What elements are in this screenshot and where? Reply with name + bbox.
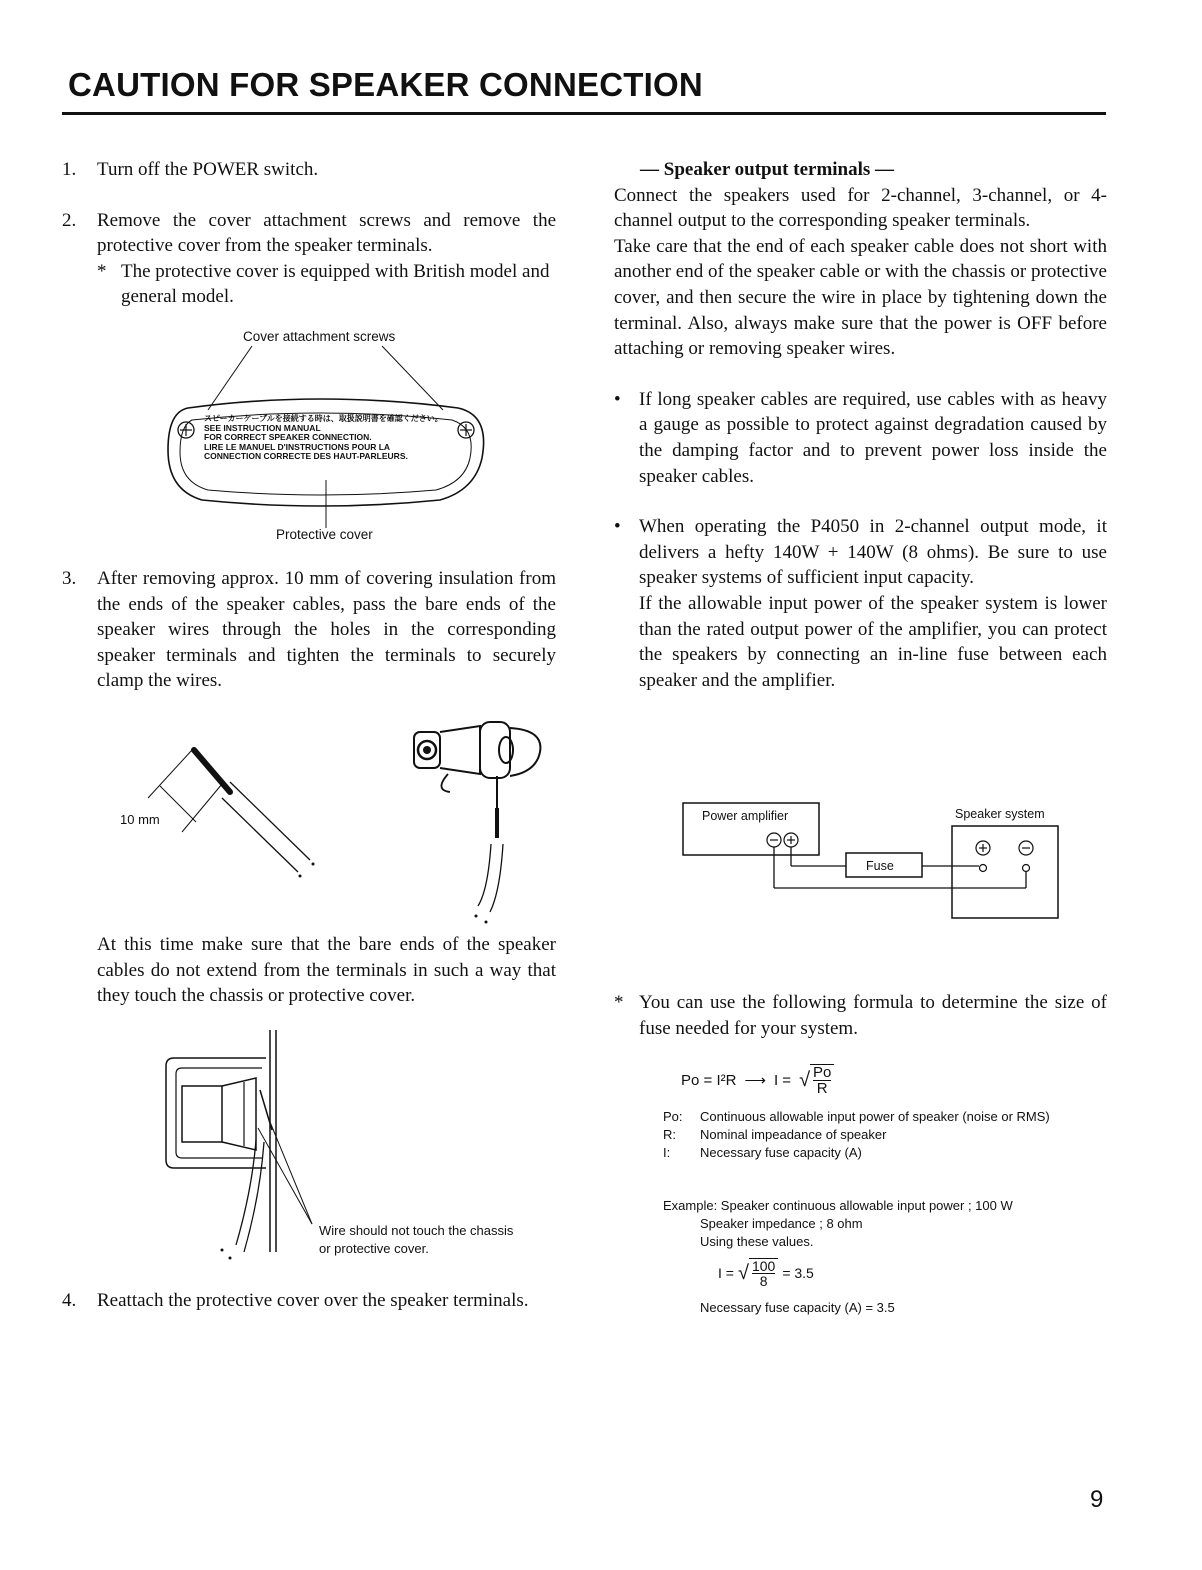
def-key: R: [663,1127,676,1142]
def-value: Continuous allowable input power of speaker (noise or RMS) [700,1109,1050,1124]
ex-prefix: I = [718,1265,734,1281]
bullet-text: If the allowable input power of the speaker system is lower than the rated output power of the amplifier, you can protect the speakers by connecting an in-line fuse between each speaker and the amplifier. [639,592,1107,691]
step-text: Turn off the POWER switch. [97,159,319,180]
step-4 [62,1288,556,1314]
bullet-mark: • [614,388,621,410]
example-line: Using these values. [700,1234,814,1249]
label-cover-screws: Cover attachment screws [243,329,396,344]
formula-definitions [663,1108,1103,1162]
page-number: 9 [1090,1486,1104,1513]
cover-line: FOR CORRECT SPEAKER CONNECTION. [204,432,372,442]
label-protective-cover: Protective cover [276,527,373,542]
step-number: 1. [62,159,77,180]
step-number: 3. [62,568,77,589]
ex-final: Necessary fuse capacity (A) = 3.5 [700,1300,895,1315]
bullet-item [614,387,1107,489]
amp-label: Power amplifier [702,809,789,823]
speaker-label: Speaker system [955,807,1045,821]
def-key: I: [663,1145,671,1160]
bullet-item [614,514,1107,693]
step-3 [62,566,556,694]
asterisk: * [97,260,107,282]
cover-line: LIRE LE MANUEL D'INSTRUCTIONS POUR LA [204,441,391,452]
cover-print [204,414,464,462]
sqrt-icon: √ [737,1261,749,1284]
step-number: 2. [62,209,77,231]
ex-result: = 3.5 [782,1265,814,1281]
step-text: After removing approx. 10 mm of covering insulation from the ends of the speaker cables, pass the bare ends of the speaker wires through the holes in the corresponding speaker terminals and tighten the terminals to securely clamp the wires. [97,568,556,692]
step-text: Reattach the protective cover over the speaker terminals. [97,1290,529,1311]
label-line: Wire should not touch the chassis [319,1223,514,1238]
step-1 [62,157,556,183]
cover-line: SEE INSTRUCTION MANUAL [204,422,321,433]
paragraph: Connect the speakers used for 2-channel, 3-channel, or 4-channel output to the corresponding speaker terminals. [614,184,1107,232]
step-text: Remove the cover attachment screws and remove the protective cover from the speaker terminals. [97,209,556,257]
page-title: CAUTION FOR SPEAKER CONNECTION [68,66,703,103]
def-value: Nominal impeadance of speaker [700,1127,887,1142]
frac-den: R [816,1080,828,1097]
ex-den: 8 [759,1273,768,1289]
paragraph: Take care that the end of each speaker cable does not short with another end of the speaker cable or with the chassis or protective cover, and then secure the wire in place by tightening down the terminal. Also, always make sure that the power is OFF before attaching or removing speaker wires. [614,235,1107,360]
formula-arrow: ⟶ [744,1072,766,1089]
bullet-text: If long speaker cables are required, use cables with as heavy a gauge as possible to protect against degradation caused by the damping factor and to prevent power loss inside the speaker cables. [639,388,1107,487]
def-value: Necessary fuse capacity (A) [700,1145,862,1160]
wire-terminal-figure [110,710,570,930]
note-text: You can use the following formula to determine the size of fuse needed for your system. [639,992,1107,1039]
ex-num: 100 [751,1258,776,1274]
formula-lhs: Po = I²R [681,1071,737,1089]
step-number: 4. [62,1290,77,1311]
example-line: Speaker impedance ; 8 ohm [700,1216,863,1231]
label-line: or protective cover. [319,1241,429,1256]
warning-text: At this time make sure that the bare ends of the speaker cables do not extend from the terminals in such a way that they touch the chassis or protective cover. [97,934,556,1007]
formula-note [614,990,1107,1041]
bullet-body [639,514,1107,693]
frac-num: Po [813,1064,832,1081]
note-text: The protective cover is equipped with British model and general model. [121,260,550,308]
title-rule [62,112,1106,115]
sqrt-icon: √ [799,1068,811,1091]
example [663,1197,1108,1251]
cover-line-jp: スピーカーケーブルを接続する時は、取扱説明書を確認ください。 [204,414,443,423]
bullet-mark: • [614,516,621,538]
fuse-label: Fuse [866,859,894,873]
formula [681,1064,834,1096]
speaker-box [952,826,1058,918]
after-step-3 [97,932,556,1009]
asterisk: * [614,992,624,1013]
chassis-label [319,1222,513,1258]
cover-line: CONNECTION CORRECTE DES HAUT-PARLEURS. [204,451,408,461]
sqrt-fraction [799,1064,834,1096]
formula-rhs: I = [773,1071,792,1089]
label-10mm: 10 mm [120,812,160,827]
example-line: Example: Speaker continuous allowable input power ; 100 W [663,1198,1013,1213]
step-2 [62,208,556,259]
example-formula [718,1258,814,1288]
bullet-text: When operating the P4050 in 2-channel output mode, it delivers a hefty 140W + 140W (8 ohms). Be sure to use speaker systems of sufficient input capacity. [639,516,1107,589]
left-column [62,157,556,310]
step-2-note [97,259,556,310]
def-key: Po: [663,1109,683,1124]
section-heading: — Speaker output terminals — [640,159,895,180]
right-column [614,157,1107,693]
